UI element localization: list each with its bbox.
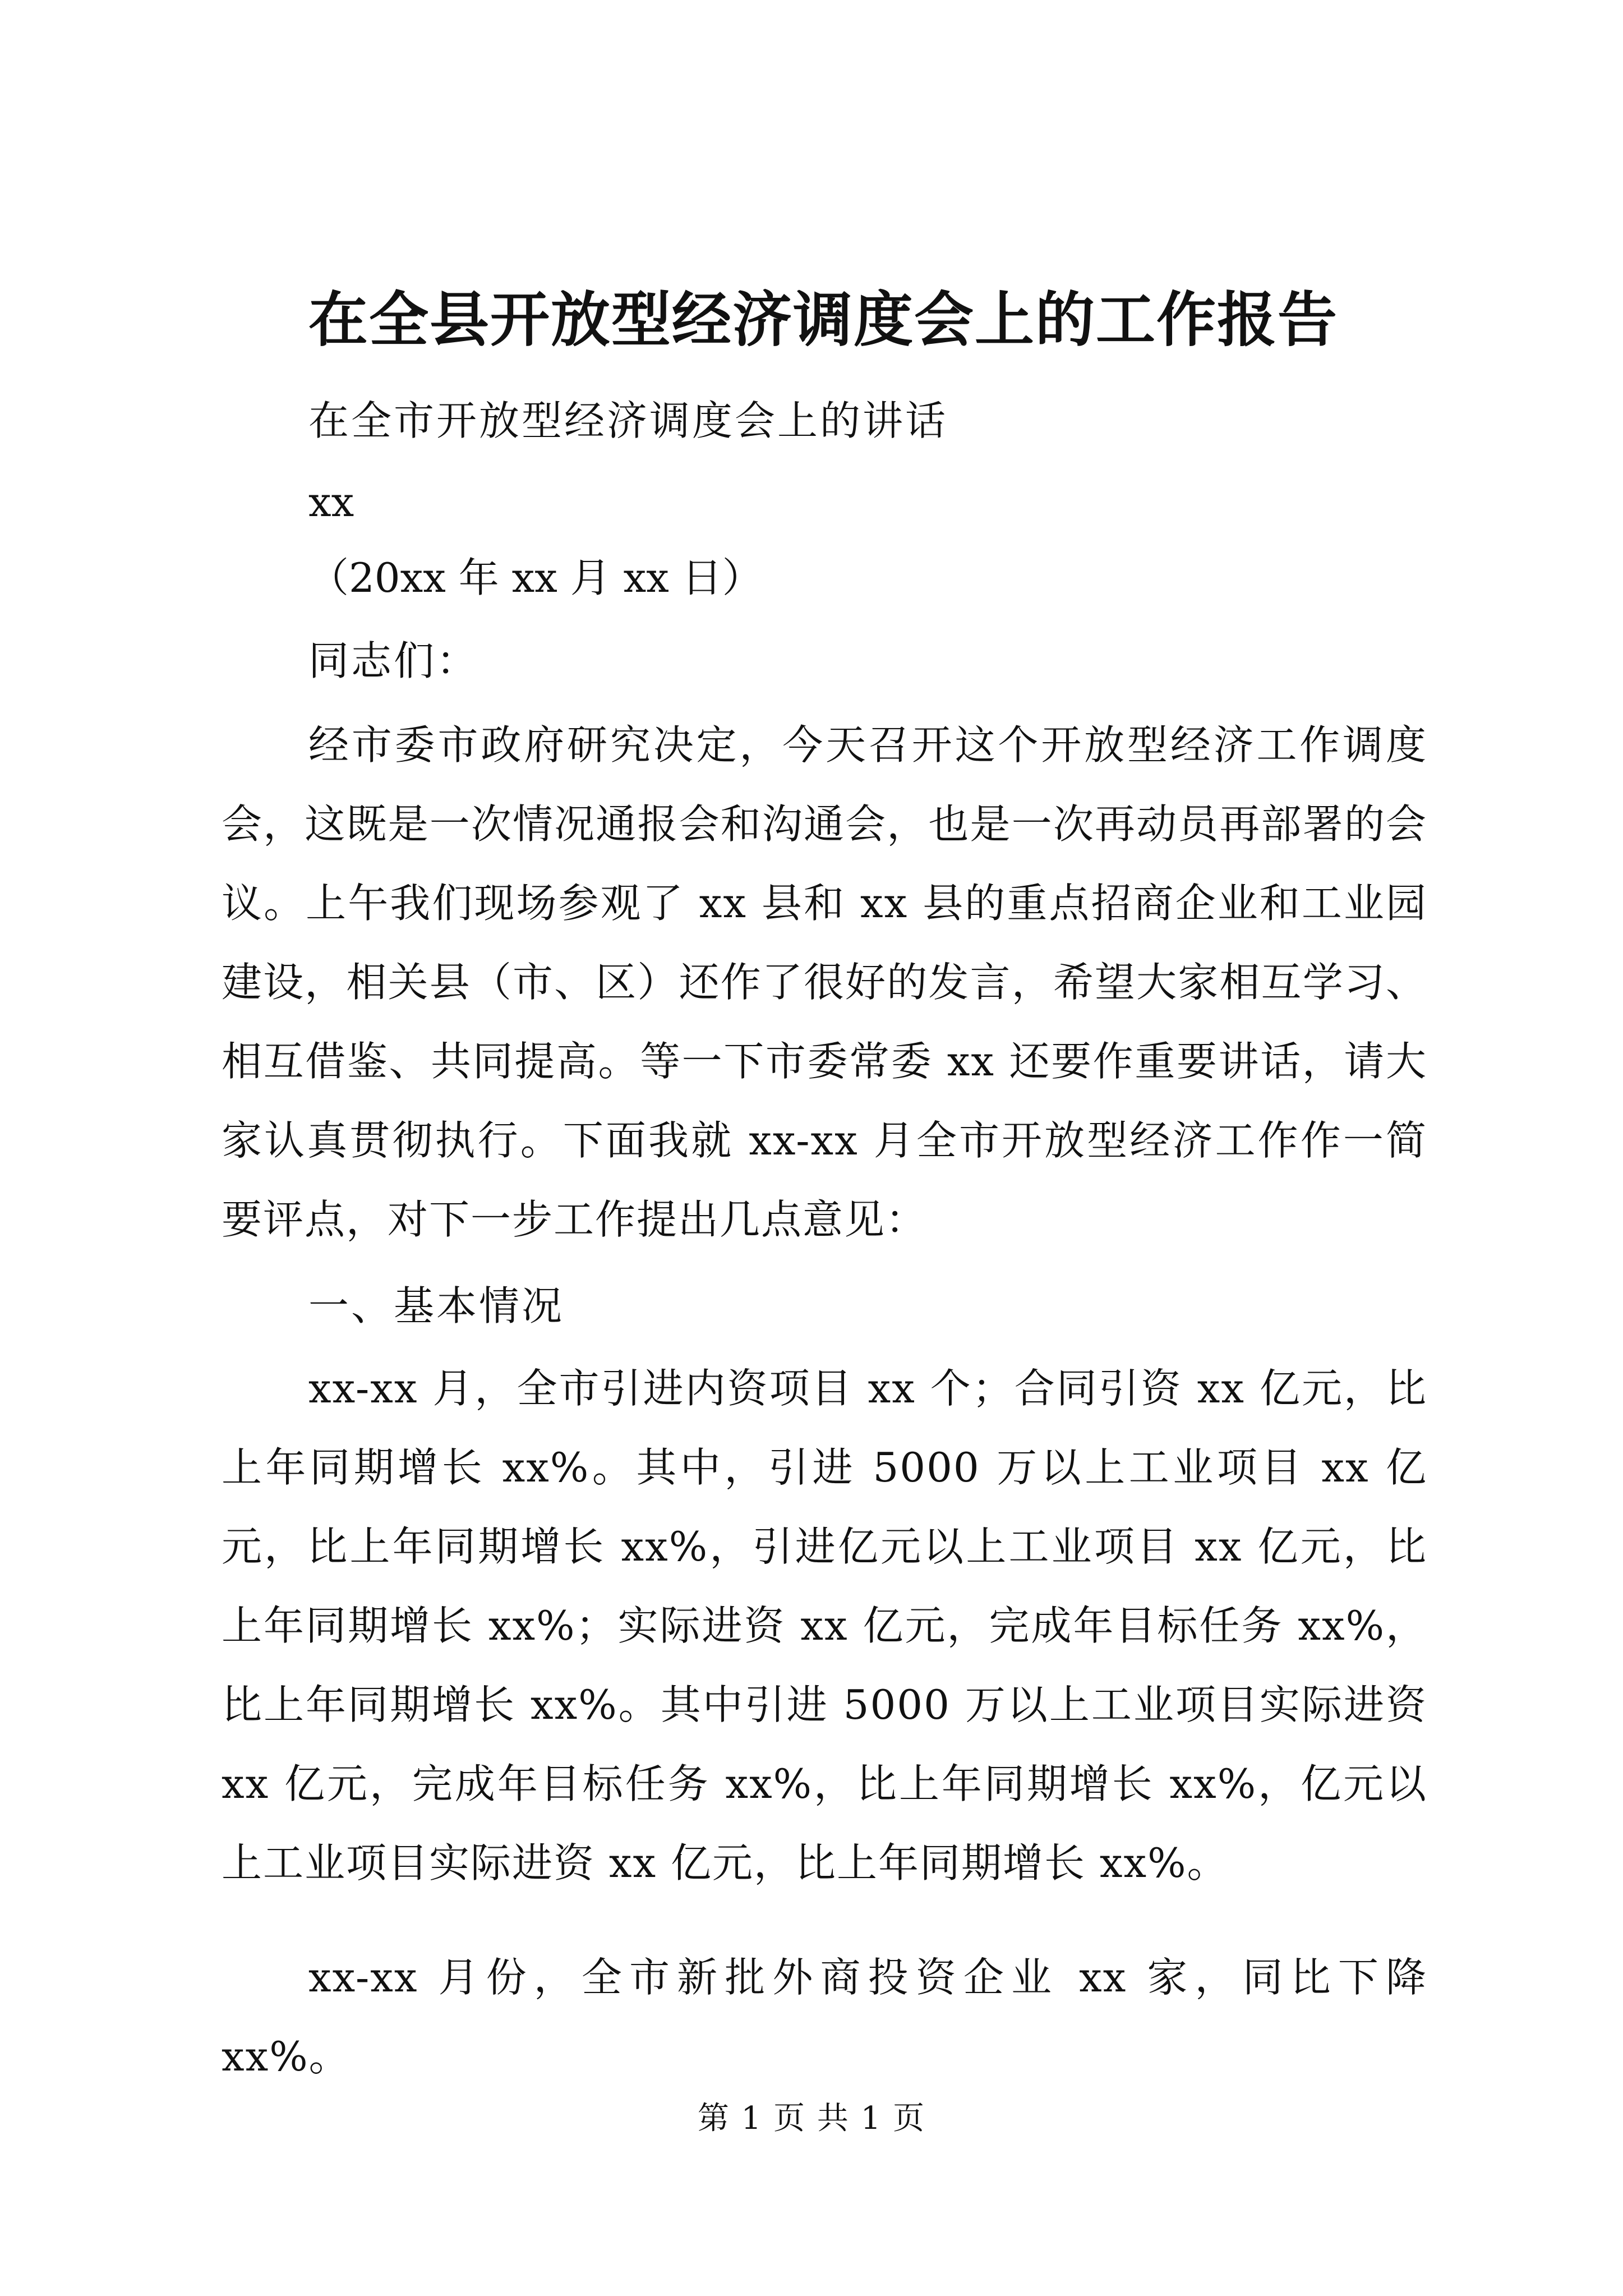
body-paragraph: 经市委市政府研究决定，今天召开这个开放型经济工作调度会，这既是一次情况通报会和沟通会，也是一次再动员再部署的会议。上午我们现场参观了 xx 县和 xx 县的重点招商企业和工业园建设，相关县（市、区）还作了很好的发言，希望大家相互学习、相互借鉴、共同提高。等一下市委常委 xx 还要作重要讲话，请大家认真贯彻执行。下面我就 xx-xx 月全市开放型经济工作作一简要评点，对下一步工作提出几点意见：: [222, 721, 1427, 1243]
section-heading: 一、基本情况: [308, 1282, 565, 1329]
document-author: xx: [308, 478, 354, 526]
page-number-footer: 第 1 页 共 1 页: [697, 2100, 926, 2137]
body-paragraph: xx-xx 月份，全市新批外商投资企业 xx 家，同比下降 xx%。: [222, 1954, 1427, 2080]
salutation: 同志们：: [308, 637, 479, 684]
document-title: 在全县开放型经济调度会上的工作报告: [308, 284, 1338, 355]
body-paragraph: xx-xx 月，全市引进内资项目 xx 个；合同引资 xx 亿元，比上年同期增长 xx%。其中，引进 5000 万以上工业项目 xx 亿元，比上年同期增长 xx%，引进亿元以上工业项目 xx 亿元，比上年同期增长 xx%；实际进资 xx 亿元，完成年目标任务 xx%，比上年同期增长 xx%。其中引进 5000 万以上工业项目实际进资 xx 亿元，完成年目标任务 xx%，比上年同期增长 xx%，亿元以上工业项目实际进资 xx 亿元，比上年同期增长 xx%。: [222, 1365, 1427, 1887]
document-date: （20xx 年 xx 月 xx 日）: [308, 554, 763, 601]
document-subtitle: 在全市开放型经济调度会上的讲话: [308, 397, 948, 444]
